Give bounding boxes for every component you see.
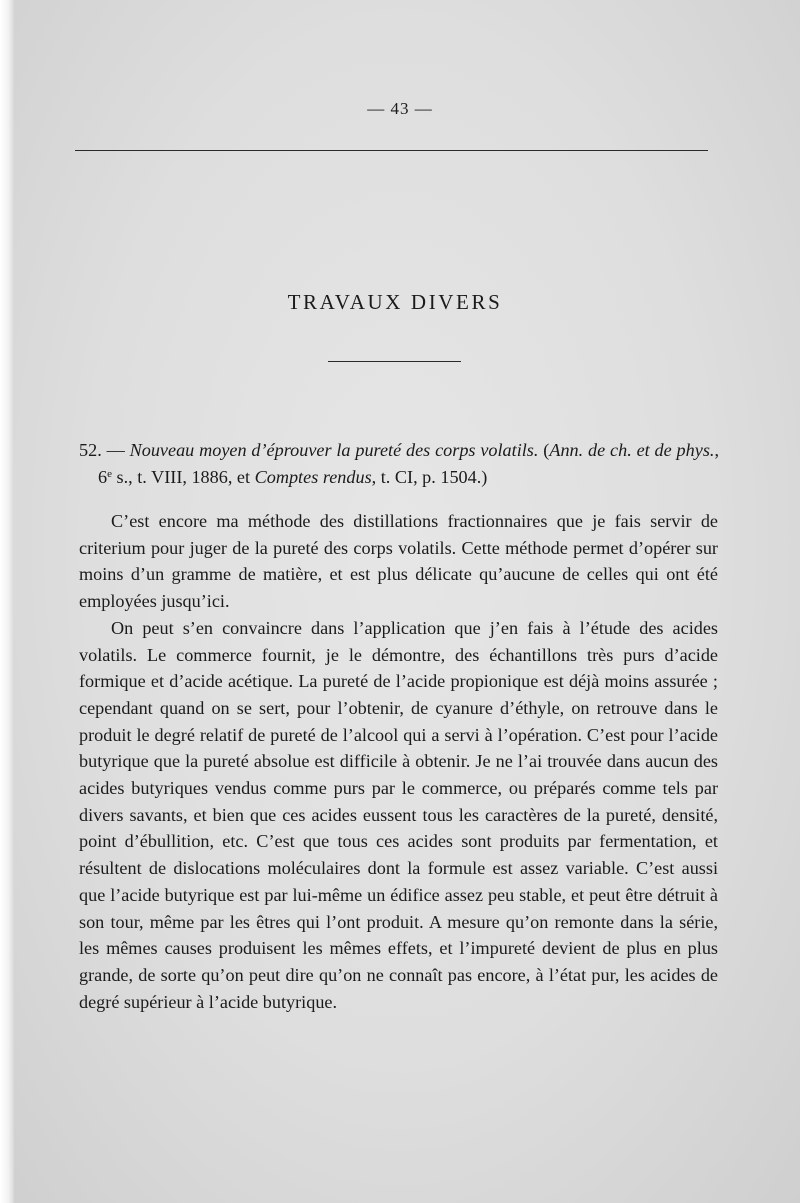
entry-title: Nouveau moyen d’éprouver la pureté des corps volatils.	[129, 440, 539, 460]
page-number: — 43 —	[367, 99, 433, 118]
entry-journal: Ann. de ch. et de phys.	[549, 440, 715, 460]
paragraph: C’est encore ma méthode des distillations fractionnaires que je fais servir de criterium pour juger de la pureté des corps volatils. Cette méthode permet d’opérer sur moins d’un gramme de matière, et est plus délicate qu’aucune de celles qui ont été employées jusqu’ici.	[79, 511, 718, 612]
entry-series-post: s., t. VIII, 1886, et	[111, 466, 255, 487]
entry-end: , t. CI, p. 1504.)	[371, 466, 488, 487]
body-text	[79, 508, 718, 1015]
entry-series-sup: e	[107, 467, 112, 480]
paragraph: On peut s’en convaincre dans l’application que j’en fais à l’étude des acides volatils. Le commerce fournit, je le démontre, des échantillons très purs d’acide formique et d’acide acétique. La pureté de l’acide propionique est déjà moins assurée ; cependant quand on se sert, pour l’obtenir, de cyanure d’éthyle, on retrouve dans le produit le degré relatif de pureté de l’alcool qui a servi à l’opération. C’est pour l’acide butyrique que la pureté absolue est difficile à obtenir. Je ne l’ai trouvée dans aucun des acides butyriques vendus comme purs par le commerce, ou préparés comme tels par divers savants, et bien que ces acides eussent tous les caractères de la pureté, densité, point d’ébullition, etc. C’est que tous ces acides sont produits par fermentation, et résultent de dislocations moléculaires dont la formule est assez variable. C’est aussi que l’acide butyrique est par lui-même un édifice assez peu stable, et peut être détruit à son tour, même par les êtres qui l’ont produit. A mesure qu’on remonte dans la série, les mêmes causes produisent les mêmes effets, et l’impureté devient de plus en plus grande, de sorte qu’on peut dire qu’on ne connaît pas encore, à l’état pur, les acides de degré supérieur à l’acide butyrique.	[79, 617, 718, 1012]
entry-comptes-rendus: Comptes rendus	[254, 466, 372, 487]
entry-number: 52. —	[79, 440, 125, 460]
entry-series-pre: , 6	[98, 440, 719, 487]
section-title: TRAVAUX DIVERS	[287, 290, 503, 314]
title-rule	[328, 361, 461, 362]
bibliography-entry	[79, 437, 719, 490]
entry-paren-open: (	[543, 440, 550, 460]
header-rule	[75, 150, 708, 151]
